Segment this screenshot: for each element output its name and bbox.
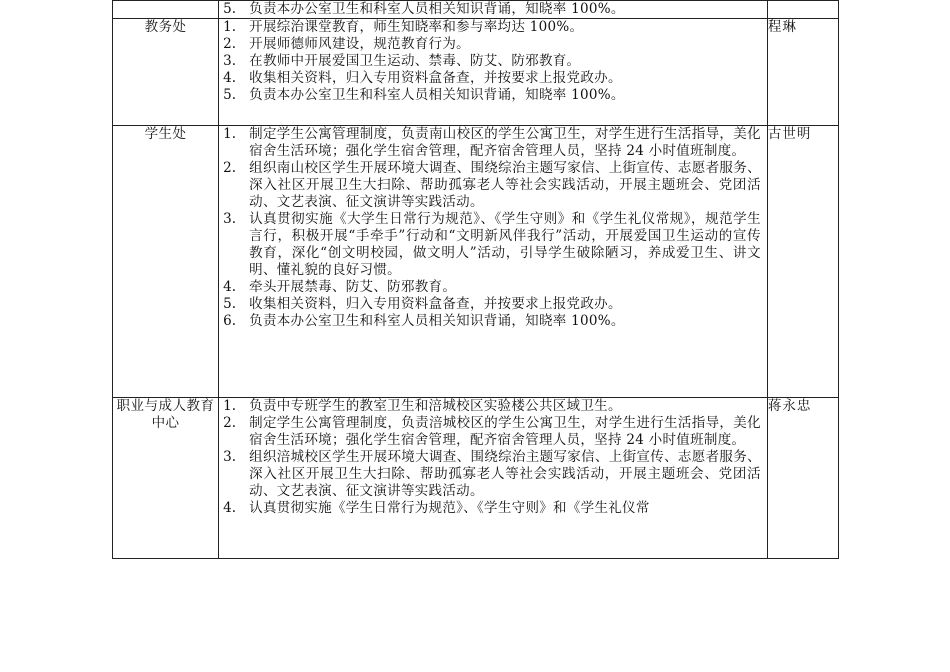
duty-number: 4. [223, 500, 237, 516]
duty-item [223, 500, 761, 517]
duty-number: 4. [223, 70, 237, 86]
duty-item [223, 70, 761, 87]
duty-list [219, 19, 767, 104]
responsibility-table [112, 0, 839, 559]
duty-number: 2. [223, 160, 237, 176]
duty-number: 2. [223, 36, 237, 52]
duty-text: 认真贯彻实施《学生日常行为规范》、《学生守则》和《学生礼仪常 [249, 500, 650, 516]
duty-text: 认真贯彻实施《大学生日常行为规范》、《学生守则》和《学生礼仪常规》，规范学生言行，积极开展“手牵手”行动和“文明新风伴我行”活动，开展爱国卫生运动的宣传教育，深化“创文明校园，做文明人”活动，引导学生破除陋习，养成爱卫生、讲文明、懂礼貌的良好习惯。 [249, 211, 761, 278]
duty-item [223, 19, 761, 36]
responsible-person-cell: 蒋永忠 [767, 398, 838, 559]
duty-item [223, 449, 761, 500]
duty-number: 5. [223, 1, 237, 17]
duty-list [219, 1, 767, 18]
duty-number: 2. [223, 415, 237, 431]
duty-number: 1. [223, 19, 237, 35]
department-cell: 学生处 [113, 126, 219, 398]
duty-text: 收集相关资料，归入专用资料盒备查，并按要求上报党政办。 [249, 70, 622, 86]
duty-number: 5. [223, 87, 237, 103]
duty-list [219, 126, 767, 330]
responsible-person-cell: 程琳 [767, 19, 838, 126]
duty-item [223, 398, 761, 415]
duty-item [223, 126, 761, 160]
duty-item [223, 279, 761, 296]
duty-number: 6. [223, 313, 237, 329]
duty-item [223, 1, 761, 18]
duties-cell [219, 398, 768, 559]
duty-text: 组织南山校区学生开展环境大调查、围绕综治主题写家信、上街宣传、志愿者服务、深入社区开展卫生大扫除、帮助孤寡老人等社会实践活动，开展主题班会、党团活动、文艺表演、征文演讲等实践活动。 [249, 160, 761, 210]
duty-text: 负责中专班学生的教室卫生和涪城校区实验楼公共区域卫生。 [249, 398, 622, 414]
duty-text: 在教师中开展爱国卫生运动、禁毒、防艾、防邪教育。 [249, 53, 581, 69]
table-row [113, 19, 839, 126]
duty-text: 负责本办公室卫生和科室人员相关知识背诵，知晓率 100%。 [249, 1, 625, 17]
duty-number: 1. [223, 126, 237, 142]
duties-cell [219, 126, 768, 398]
duties-cell [219, 1, 768, 19]
duty-list [219, 398, 767, 517]
duty-item [223, 53, 761, 70]
department-cell [113, 1, 219, 19]
duty-text: 组织涪城校区学生开展环境大调查、围绕综治主题写家信、上街宣传、志愿者服务、深入社区开展卫生大扫除、帮助孤寡老人等社会实践活动，开展主题班会、党团活动、文艺表演、征文演讲等实践活动。 [249, 449, 761, 499]
duty-number: 3. [223, 211, 237, 227]
table-row [113, 1, 839, 19]
department-cell: 职业与成人教育中心 [113, 398, 219, 559]
duty-text: 牵头开展禁毒、防艾、防邪教育。 [249, 279, 457, 295]
duty-number: 3. [223, 53, 237, 69]
duty-item [223, 415, 761, 449]
department-cell: 教务处 [113, 19, 219, 126]
duty-item [223, 87, 761, 104]
duty-item [223, 313, 761, 330]
duty-number: 3. [223, 449, 237, 465]
duty-item [223, 36, 761, 53]
duty-text: 开展综治课堂教育，师生知晓率和参与率均达 100%。 [249, 19, 584, 35]
duty-number: 4. [223, 279, 237, 295]
duties-cell [219, 19, 768, 126]
table-row [113, 398, 839, 559]
table-row [113, 126, 839, 398]
duty-text: 负责本办公室卫生和科室人员相关知识背诵，知晓率 100%。 [249, 87, 625, 103]
duty-number: 1. [223, 398, 237, 414]
duty-number: 5. [223, 296, 237, 312]
duty-text: 制定学生公寓管理制度，负责南山校区的学生公寓卫生，对学生进行生活指导，美化宿舍生活环境；强化学生宿舍管理，配齐宿舍管理人员，坚持 24 小时值班制度。 [249, 126, 761, 159]
duty-item [223, 296, 761, 313]
responsible-person-cell [767, 1, 838, 19]
duty-text: 负责本办公室卫生和科室人员相关知识背诵，知晓率 100%。 [249, 313, 625, 329]
duty-item [223, 211, 761, 279]
duty-text: 开展师德师风建设，规范教育行为。 [249, 36, 470, 52]
duty-text: 制定学生公寓管理制度，负责涪城校区的学生公寓卫生，对学生进行生活指导，美化宿舍生活环境；强化学生宿舍管理，配齐宿舍管理人员，坚持 24 小时值班制度。 [249, 415, 761, 448]
responsible-person-cell: 古世明 [767, 126, 838, 398]
duty-item [223, 160, 761, 211]
duty-text: 收集相关资料，归入专用资料盒备查，并按要求上报党政办。 [249, 296, 622, 312]
